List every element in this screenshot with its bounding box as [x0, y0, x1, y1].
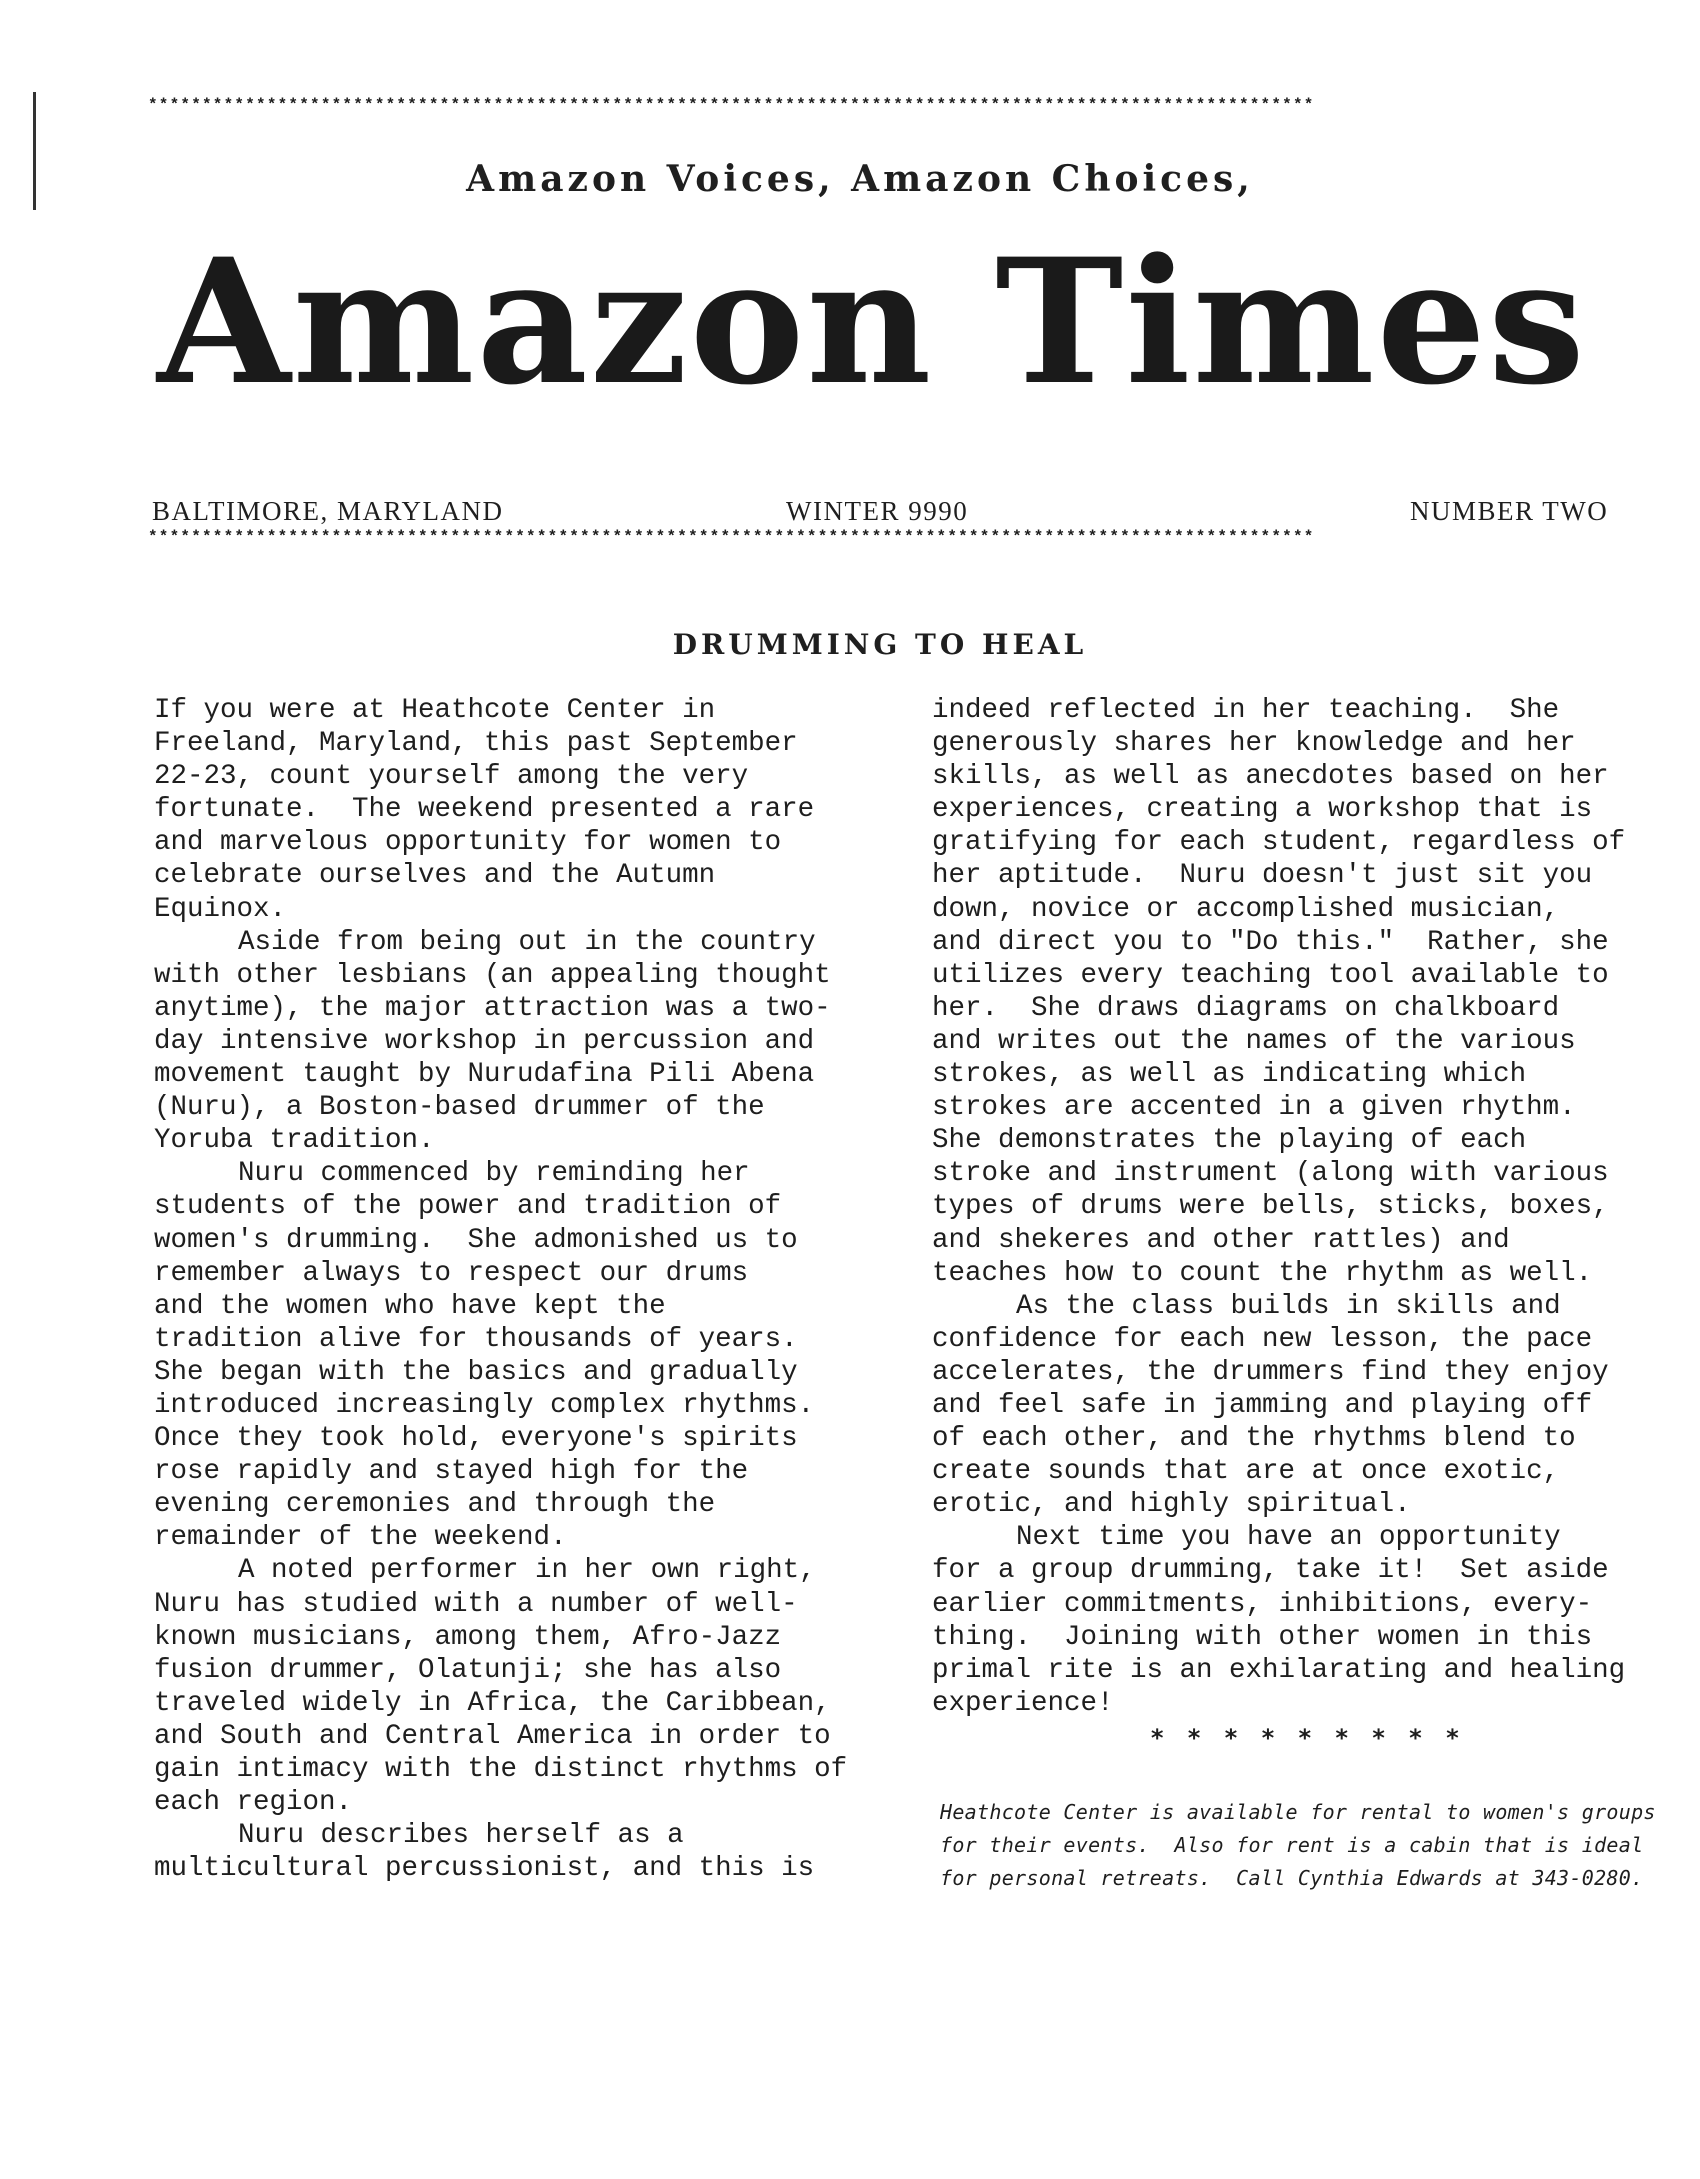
article-line: experiences, creating a workshop that is — [932, 794, 1593, 826]
article-line: A noted performer in her own right, — [238, 1555, 816, 1587]
article-line: Aside from being out in the country — [238, 926, 816, 958]
article-line: and the women who have kept the — [154, 1290, 666, 1322]
article-line: and writes out the names of the various — [932, 1025, 1576, 1057]
article-line: Once they took hold, everyone's spirits — [154, 1423, 798, 1455]
article-line: Freeland, Maryland, this past September — [154, 728, 798, 760]
article-line: indeed reflected in her teaching. She — [932, 695, 1560, 726]
top-star-rule: ************************************************************************************************************ — [148, 96, 1315, 114]
article-line: rose rapidly and stayed high for the — [154, 1456, 749, 1488]
article-line: (Nuru), a Boston-based drummer of the — [154, 1092, 765, 1124]
article-line: utilizes every teaching tool available to — [932, 959, 1609, 991]
article-line: accelerates, the drummers find they enjoy — [932, 1356, 1609, 1388]
section-separator: * * * * * * * * * — [1150, 1724, 1464, 1752]
article-line: her. She draws diagrams on chalkboard — [932, 992, 1560, 1024]
article-line: Next time you have an opportunity — [1016, 1522, 1561, 1554]
masthead-title: Amazon Times — [157, 220, 1587, 423]
article-line: teaches how to count the rhythm as well. — [932, 1257, 1593, 1289]
article-headline: DRUMMING TO HEAL — [672, 628, 1088, 661]
article-line: evening ceremonies and through the — [154, 1489, 716, 1521]
article-line: and marvelous opportunity for women to — [154, 827, 782, 859]
article-line: She demonstrates the playing of each — [932, 1125, 1527, 1157]
article-line: and feel safe in jamming and playing off — [932, 1389, 1593, 1421]
article-line: known musicians, among them, Afro-Jazz — [154, 1621, 782, 1653]
article-line: confidence for each new lesson, the pace — [932, 1323, 1593, 1355]
article-line: Equinox. — [154, 893, 287, 925]
article-line: primal rite is an exhilarating and healing — [932, 1654, 1626, 1686]
article-line: She began with the basics and gradually — [154, 1356, 798, 1388]
footnote-line: Heathcote Center is available for rental to women's groups — [940, 1800, 1656, 1824]
tagline: Amazon Voices, Amazon Choices, — [466, 158, 1254, 200]
article-line: erotic, and highly spiritual. — [932, 1489, 1411, 1521]
article-line: women's drumming. She admonished us to — [154, 1224, 798, 1256]
article-line: Nuru commenced by reminding her — [238, 1158, 750, 1190]
article-line: fusion drummer, Olatunji; she has also — [154, 1654, 782, 1686]
article-line: Nuru describes herself as a — [238, 1820, 684, 1852]
article-line: her aptitude. Nuru doesn't just sit you — [932, 860, 1593, 892]
article-line: gratifying for each student, regardless of — [932, 827, 1626, 859]
article-line: remainder of the weekend. — [154, 1522, 567, 1554]
article-line: 22-23, count yourself among the very — [154, 761, 749, 793]
article-line: of each other, and the rhythms blend to — [932, 1423, 1576, 1455]
article-line: down, novice or accomplished musician, — [932, 893, 1560, 925]
footnote — [940, 1796, 1656, 1895]
dateline-issue-number: NUMBER TWO — [1410, 496, 1609, 526]
article-line: tradition alive for thousands of years. — [154, 1323, 798, 1355]
footnote-line: for personal retreats. Call Cynthia Edwards at 343-0280. — [940, 1866, 1644, 1890]
dateline-location: BALTIMORE, MARYLAND — [152, 496, 504, 526]
article-line: each region. — [154, 1787, 353, 1819]
article-right-column — [932, 694, 1625, 1720]
article-line: stroke and instrument (along with various — [932, 1158, 1609, 1190]
article-line: gain intimacy with the distinct rhythms of — [154, 1754, 848, 1785]
article-line: students of the power and tradition of — [154, 1191, 782, 1223]
article-line: types of drums were bells, sticks, boxes, — [932, 1191, 1609, 1223]
article-line: create sounds that are at once exotic, — [932, 1456, 1560, 1488]
article-line: celebrate ourselves and the Autumn — [154, 860, 716, 892]
article-line: introduced increasingly complex rhythms. — [154, 1389, 815, 1421]
article-line: for a group drumming, take it! Set aside — [932, 1555, 1609, 1587]
article-line: with other lesbians (an appealing thought — [154, 959, 831, 991]
article-line: strokes are accented in a given rhythm. — [932, 1092, 1576, 1124]
bottom-star-rule: ************************************************************************************************************ — [148, 528, 1315, 546]
dateline-issue-date: WINTER 9990 — [786, 496, 969, 526]
article-line: anytime), the major attraction was a two- — [154, 992, 831, 1024]
article-line: movement taught by Nurudafina Pili Abena — [154, 1059, 815, 1091]
article-line: thing. Joining with other women in this — [932, 1621, 1593, 1653]
article-line: strokes, as well as indicating which — [932, 1059, 1527, 1091]
article-line: and direct you to "Do this." Rather, she — [932, 926, 1609, 958]
article-line: remember always to respect our drums — [154, 1257, 749, 1289]
article-line: and South and Central America in order to — [154, 1720, 831, 1752]
article-line: Yoruba tradition. — [154, 1125, 435, 1157]
article-line: earlier commitments, inhibitions, every- — [932, 1588, 1593, 1620]
article-line: skills, as well as anecdotes based on her — [932, 761, 1609, 793]
article-line: generously shares her knowledge and her — [932, 728, 1576, 760]
article-line: fortunate. The weekend presented a rare — [154, 794, 815, 826]
footnote-line: for their events. Also for rent is a cabin that is ideal — [940, 1833, 1644, 1857]
article-line: day intensive workshop in percussion and — [154, 1025, 815, 1057]
article-line: If you were at Heathcote Center in — [154, 695, 716, 726]
article-line: As the class builds in skills and — [1016, 1290, 1561, 1322]
article-left-column — [154, 694, 847, 1885]
article-line: Nuru has studied with a number of well- — [154, 1588, 798, 1620]
article-line: experience! — [932, 1687, 1114, 1719]
article-line: traveled widely in Africa, the Caribbean, — [154, 1687, 831, 1719]
article-line: and shekeres and other rattles) and — [932, 1224, 1510, 1256]
article-line: multicultural percussionist, and this is — [154, 1853, 815, 1885]
